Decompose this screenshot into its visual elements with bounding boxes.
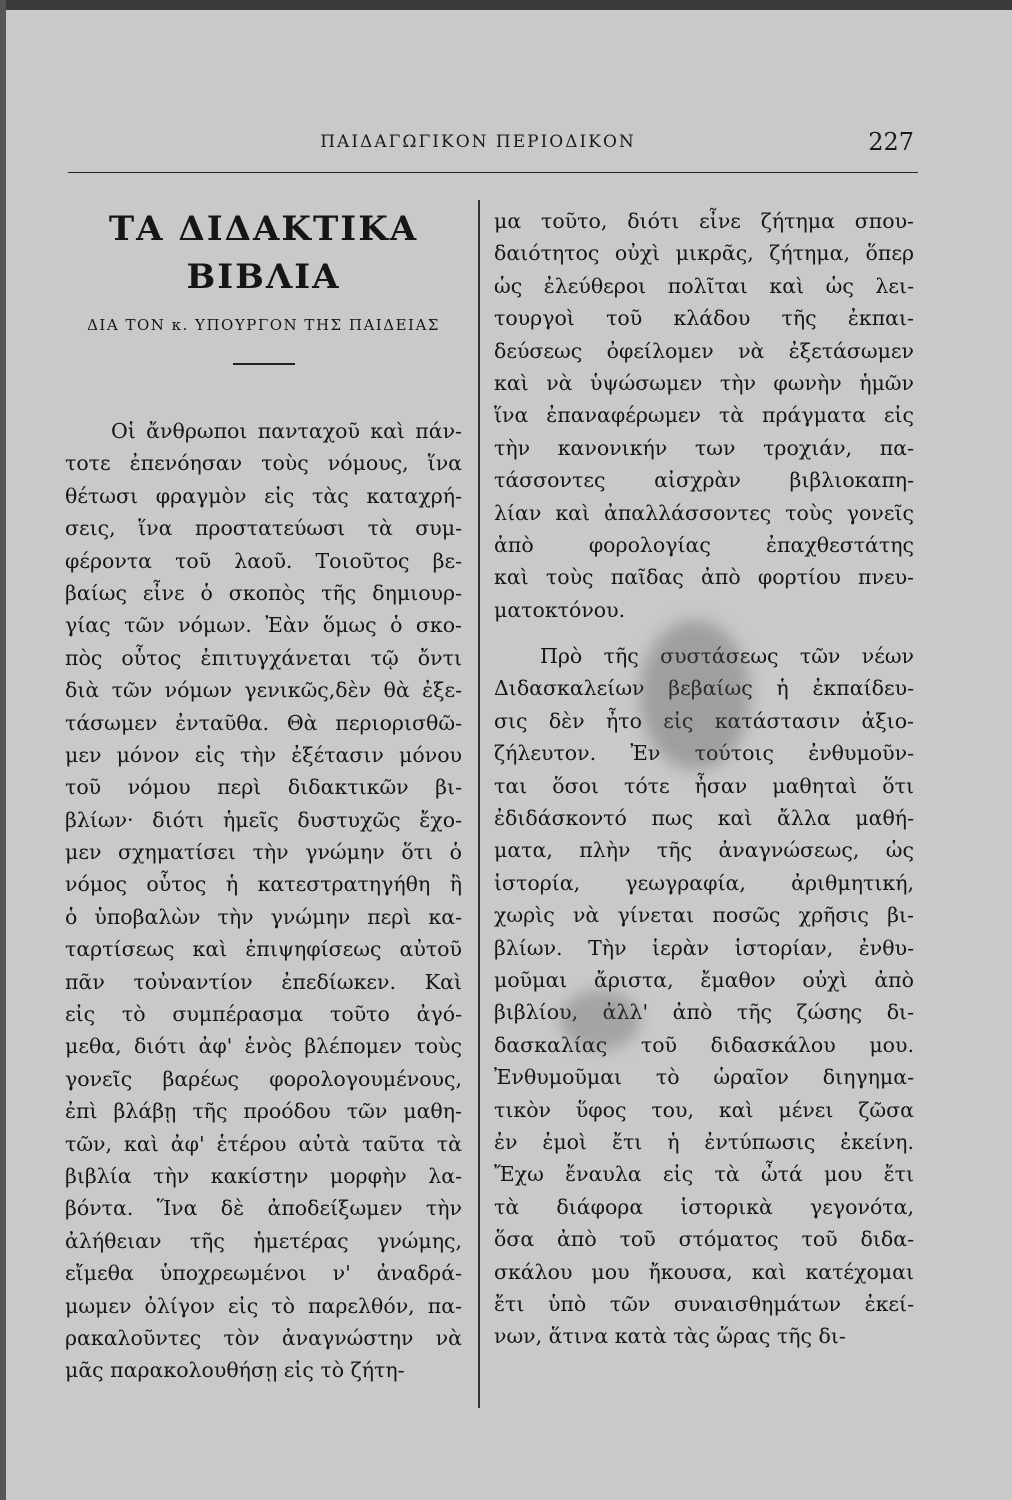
text-line: καὶ τοὺς παῖδας ἀπὸ φορτίου πνευ- xyxy=(494,565,914,590)
text-line: ὡς ἐλεύθεροι πολῖται καὶ ὡς λει- xyxy=(494,273,914,298)
left-column xyxy=(65,205,462,1387)
text-line: βαίως εἶνε ὁ σκοπὸς τῆς δημιουρ- xyxy=(65,580,462,605)
text-line: ἀλήθειαν τῆς ἡμετέρας γνώμης, xyxy=(65,1228,462,1253)
text-line: Οἱ ἄνθρωποι πανταχοῦ καὶ πάν- xyxy=(111,419,462,443)
text-line: χωρὶς νὰ γίνεται ποσῶς χρῆσις βι- xyxy=(494,903,914,928)
text-line: νων, ἅτινα κατὰ τὰς ὥρας τῆς δι- xyxy=(494,1324,846,1349)
text-line: βιβλίου, ἀλλ' ἀπὸ τῆς ζώσης δι- xyxy=(494,1000,914,1025)
text-line: εἰς τὸ συμπέρασμα τοῦτο ἀγό- xyxy=(65,1002,462,1027)
text-line: σις δὲν ἦτο εἰς κατάστασιν ἀξιο- xyxy=(494,708,914,733)
text-line: τοτε ἐπενόησαν τοὺς νόμους, ἵνα xyxy=(65,451,462,476)
text-line: ὁ ὑποβαλὼν τὴν γνώμην περὶ κα- xyxy=(65,904,462,929)
text-line: διὰ τῶν νόμων γενικῶς,δὲν θὰ ἐξε- xyxy=(65,678,462,703)
text-line: ἀπὸ φορολογίας ἐπαχθεστάτης xyxy=(494,532,914,557)
text-line: γονεῖς βαρέως φορολογουμένους, xyxy=(65,1066,462,1091)
page-number: 227 xyxy=(868,128,914,156)
text-line: βλίων. Τὴν ἱερὰν ἱστορίαν, ἐνθυ- xyxy=(494,935,914,960)
running-title: ΠΑΙΔΑΓΩΓΙΚΟΝ ΠΕΡΙΟΔΙΚΟΝ xyxy=(320,132,636,152)
text-line: ταρτίσεως καὶ ἐπιψηφίσεως αὐτοῦ xyxy=(65,937,462,962)
text-line: ται ὅσοι τότε ἦσαν μαθηταὶ ὅτι xyxy=(494,773,914,798)
text-line: Διδασκαλείων βεβαίως ἡ ἐκπαίδευ- xyxy=(494,676,914,701)
text-line: καὶ νὰ ὑψώσωμεν τὴν φωνὴν ἡμῶν xyxy=(494,370,914,395)
text-line: τουργοὶ τοῦ κλάδου τῆς ἐκπαι- xyxy=(494,306,914,331)
text-line: ἔτι ὑπὸ τῶν συναισθημάτων ἐκεί- xyxy=(494,1291,914,1316)
scan-left-edge xyxy=(0,0,6,1500)
text-line: μᾶς παρακολουθήσῃ εἰς τὸ ζήτη- xyxy=(65,1358,405,1383)
right-column-paragraph-1 xyxy=(494,205,914,626)
text-line: λίαν καὶ ἀπαλλάσσοντες τοὺς γονεῖς xyxy=(494,500,914,525)
text-line: βιβλία τὴν κακίστην μορφὴν λα- xyxy=(65,1163,462,1188)
left-column-text xyxy=(65,415,462,1387)
text-line: τὰ διάφορα ἱστορικὰ γεγονότα, xyxy=(494,1194,914,1219)
text-line: δασκαλίας τοῦ διδασκάλου μου. xyxy=(494,1032,914,1057)
text-line: ὅσα ἀπὸ τοῦ στόματος τοῦ διδα- xyxy=(494,1227,914,1252)
text-line: μωμεν ὀλίγον εἰς τὸ παρελθόν, πα- xyxy=(65,1293,462,1318)
text-line: σεις, ἵνα προστατεύωσι τὰ συμ- xyxy=(65,516,462,541)
text-line: τικὸν ὕφος του, καὶ μένει ζῶσα xyxy=(494,1097,914,1122)
text-line: πᾶν τοὐναντίον ἐπεδίωκεν. Καὶ xyxy=(65,969,462,994)
page-header xyxy=(68,128,918,173)
text-line: εἴμεθα ὑποχρεωμένοι ν' ἀναδρά- xyxy=(65,1261,462,1286)
article-subtitle: ΔΙΑ ΤΟΝ κ. ΥΠΟΥΡΓΟΝ ΤΗΣ ΠΑΙΔΕΙΑΣ xyxy=(87,316,440,334)
text-line: τῶν, καὶ ἀφ' ἑτέρου αὐτὰ ταῦτα τὰ xyxy=(65,1131,462,1156)
text-line: τάσωμεν ἐνταῦθα. Θὰ περιορισθῶ- xyxy=(65,710,462,735)
text-line: μεν σχηματίσει τὴν γνώμην ὅτι ὁ xyxy=(65,840,462,865)
text-line: βλίων· διότι ἡμεῖς δυστυχῶς ἔχο- xyxy=(65,807,462,832)
text-line: ἵνα ἐπαναφέρωμεν τὰ πράγματα εἰς xyxy=(494,403,914,428)
text-line: ματα, πλὴν τῆς ἀναγνώσεως, ὡς xyxy=(494,838,914,863)
text-line: ρακαλοῦντες τὸν ἀναγνώστην νὰ xyxy=(65,1325,462,1350)
text-line: μα τοῦτο, διότι εἶνε ζήτημα σπου- xyxy=(494,209,914,233)
ink-stain xyxy=(640,620,750,770)
ink-stain xyxy=(560,990,640,1050)
text-line: ζήλευτον. Ἐν τούτοις ἐνθυμοῦν- xyxy=(494,741,914,766)
text-line: τὴν κανονικήν των τροχιάν, πα- xyxy=(494,435,914,460)
text-line: ἱστορία, γεωγραφία, ἀριθμητική, xyxy=(494,870,914,895)
text-line: βόντα. Ἵνα δὲ ἀποδείξωμεν τὴν xyxy=(65,1196,462,1221)
text-line: τοῦ νόμου περὶ διδακτικῶν βι- xyxy=(65,775,462,800)
text-line: ματοκτόνου. xyxy=(494,597,626,622)
text-line: μεν μόνον εἰς τὴν ἐξέτασιν μόνου xyxy=(65,742,462,767)
text-line: ἐν ἐμοὶ ἔτι ἡ ἐντύπωσις ἐκείνη. xyxy=(494,1129,914,1154)
text-line: νόμος οὗτος ἡ κατεστρατηγήθη ἢ xyxy=(65,872,462,897)
text-line: θέτωσι φραγμὸν εἰς τὰς καταχρή- xyxy=(65,483,462,508)
text-line: Ἐνθυμοῦμαι τὸ ὡραῖον διηγημα- xyxy=(494,1065,914,1090)
text-line: γίας τῶν νόμων. Ἐὰν ὅμως ὁ σκο- xyxy=(65,613,462,638)
text-line: Ἔχω ἔναυλα εἰς τὰ ὦτά μου ἔτι xyxy=(494,1162,914,1187)
article-title: ΤΑ ΔΙΔΑΚΤΙΚΑ ΒΙΒΛΙΑ xyxy=(108,209,419,297)
text-line: δαιότητος οὐχὶ μικρᾶς, ζήτημα, ὅπερ xyxy=(494,241,914,266)
text-line: Πρὸ τῆς συστάσεως τῶν νέων xyxy=(540,644,914,669)
text-line: σκάλου μου ἤκουσα, καὶ κατέχομαι xyxy=(494,1259,914,1284)
text-line: φέροντα τοῦ λαοῦ. Τοιοῦτος βε- xyxy=(65,548,462,573)
right-column xyxy=(494,205,914,1353)
text-line: μοῦμαι ἄριστα, ἔμαθον οὐχὶ ἀπὸ xyxy=(494,967,914,992)
text-line: μεθα, διότι ἀφ' ἑνὸς βλέπομεν τοὺς xyxy=(65,1034,462,1059)
text-line: τάσσοντες αἰσχρὰν βιβλιοκαπη- xyxy=(494,468,914,493)
text-line: ἐδιδάσκοντό πως καὶ ἄλλα μαθή- xyxy=(494,806,914,831)
text-line: ἐπὶ βλάβῃ τῆς προόδου τῶν μαθη- xyxy=(65,1099,462,1124)
title-rule xyxy=(233,363,295,365)
text-line: πὸς οὗτος ἐπιτυγχάνεται τῷ ὄντι xyxy=(65,645,462,670)
text-line: δεύσεως ὀφείλομεν νὰ ἐξετάσωμεν xyxy=(494,338,914,363)
column-divider xyxy=(478,200,480,1408)
scan-top-edge xyxy=(0,0,1012,10)
